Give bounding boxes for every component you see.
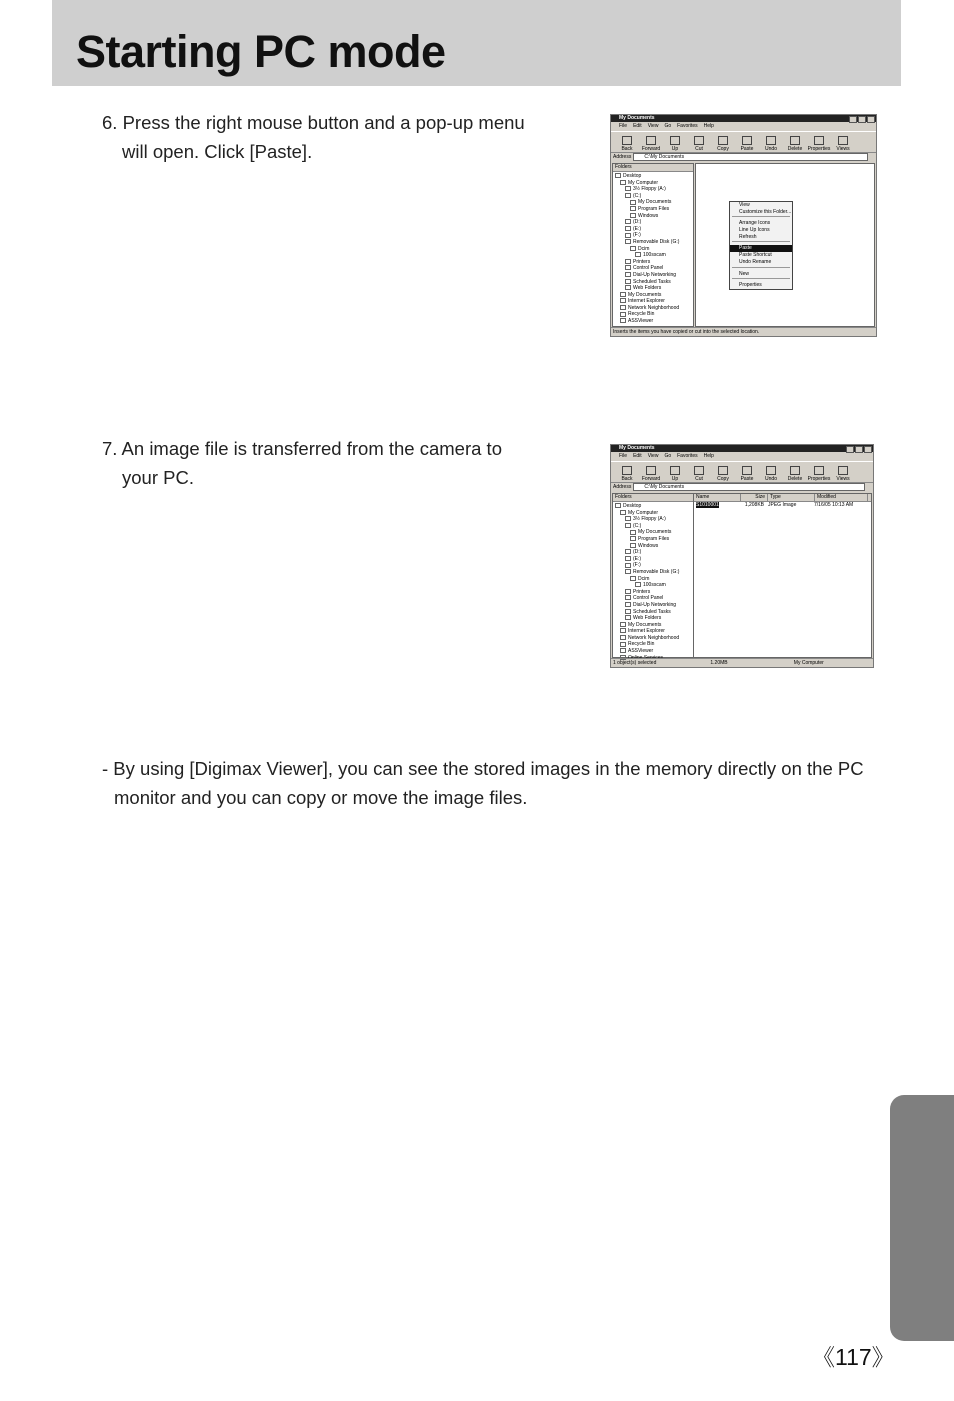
chapter-tab [890,1095,954,1341]
tree-item[interactable]: My Documents [615,199,693,206]
menu-separator [732,241,790,244]
window-titlebar [611,445,873,452]
tree-item[interactable]: Control Panel [615,595,693,602]
context-menu-item[interactable]: View [739,202,750,208]
menu-favorites[interactable]: Favorites [677,453,698,459]
up-label: Up [671,146,679,152]
context-menu-item[interactable]: Arrange Icons [739,220,771,227]
window-controls [849,116,875,123]
viewer-note [102,754,892,812]
tree-item[interactable]: Web Folders [615,615,693,622]
copy-icon [718,466,728,475]
screenshot-file-transferred [610,444,874,668]
menu-favorites[interactable]: Favorites [677,123,698,129]
context-menu-item[interactable]: Paste Shortcut [739,252,772,259]
tree-item[interactable]: Program Files [615,206,693,213]
tree-item[interactable]: Network Neighborhood [615,635,693,642]
folders-header: Folders [613,164,693,172]
views-button[interactable] [835,466,851,482]
column-size[interactable]: Size [741,494,768,501]
status-bar [611,658,873,667]
address-bar [611,153,876,161]
status-bar: Inserts the items you have copied or cut into the selected location. [611,327,876,336]
undo-icon [766,136,776,145]
file-name[interactable]: S1010001 [696,502,719,508]
context-menu-item[interactable]: Customize this Folder... [739,208,792,215]
tree-item[interactable]: Removable Disk (G:) [615,569,693,576]
copy-label: Copy [717,146,729,152]
column-modified[interactable]: Modified [815,494,868,501]
tree-item[interactable]: Program Files [615,536,693,543]
screenshot-paste-menu [610,114,877,337]
column-headers [694,494,871,502]
up-button[interactable] [667,136,683,152]
address-label: Address [613,154,632,160]
views-label: Views [836,146,850,152]
note-line2: monitor and you can copy or move the image files. [114,787,528,808]
tree-item[interactable]: (D:) [615,219,693,226]
tree-item[interactable]: Dcim [615,246,693,253]
back-label: Back [621,146,633,152]
tree-item[interactable]: Printers [615,589,693,596]
context-menu-item[interactable]: Paste [730,245,792,252]
tree-item[interactable]: (D:) [615,549,693,556]
tree-item[interactable]: Windows [615,543,693,550]
maximize-icon[interactable] [855,446,863,453]
copy-button[interactable] [715,466,731,482]
tree-item[interactable]: 3½ Floppy (A:) [615,516,693,523]
copy-icon [718,136,728,145]
file-pane[interactable] [695,163,875,327]
step-7 [102,434,502,492]
address-bar [611,483,873,491]
menu-go[interactable]: Go [664,123,672,129]
file-pane[interactable] [693,493,872,658]
tree-item[interactable]: My Computer [615,180,693,187]
properties-button[interactable] [807,466,831,482]
folder-tree-items [613,502,693,661]
tree-item[interactable]: Network Neighborhood [615,305,693,312]
tree-item[interactable]: Dial-Up Networking [615,602,693,609]
close-icon[interactable] [867,116,875,123]
tree-item[interactable]: 3½ Floppy (A:) [615,186,693,193]
folder-tree-items [613,172,693,325]
tree-item[interactable]: ASSViewer [615,648,693,655]
paste-button[interactable] [739,136,755,152]
copy-button[interactable] [715,136,731,152]
folder-tree [612,493,694,661]
tree-item[interactable]: Internet Explorer [615,628,693,635]
properties-label: Properties [807,146,831,152]
copy-label: Copy [717,476,729,482]
folders-header: Folders [613,494,693,502]
address-input[interactable]: C:\My Documents [633,153,868,161]
window-titlebar [611,115,876,122]
context-menu-item[interactable]: Undo Rename [739,258,772,265]
up-button[interactable] [667,466,683,482]
cut-button[interactable] [691,136,707,152]
tree-item[interactable]: Removable Disk (G:) [615,239,693,246]
toolbar [611,131,876,153]
forward-icon [646,136,656,145]
undo-label: Undo [765,476,777,482]
tree-item[interactable]: ASSViewer [615,318,693,325]
paste-button[interactable] [739,466,755,482]
undo-button[interactable] [763,466,779,482]
undo-button[interactable] [763,136,779,152]
properties-button[interactable] [807,136,831,152]
window-controls [846,446,872,453]
menu-edit[interactable]: Edit [633,123,642,129]
step-7-line1: 7. An image file is transferred from the camera to [102,438,502,459]
tree-item[interactable]: (C:) [615,523,693,530]
address-label: Address [613,484,632,490]
tree-item[interactable]: (F:) [615,232,693,239]
window-title: My Documents [619,445,655,451]
column-name[interactable]: Name [694,494,741,501]
delete-button[interactable] [787,136,803,152]
delete-icon [790,136,800,145]
menu-file[interactable]: File [619,123,628,129]
step-6-line1: 6. Press the right mouse button and a pop-up menu [102,112,525,133]
up-icon [670,136,680,145]
cut-icon [694,466,704,475]
file-type: JPEG Image [768,502,797,508]
menu-separator [732,267,790,270]
cut-button[interactable] [691,466,707,482]
forward-button[interactable] [643,136,659,152]
back-button[interactable] [619,136,635,152]
tree-item[interactable]: Windows [615,213,693,220]
context-menu [729,201,793,290]
properties-label: Properties [807,476,831,482]
delete-label: Delete [787,476,803,482]
minimize-icon[interactable] [846,446,854,453]
page-title: Starting PC mode [76,26,446,77]
close-icon[interactable] [864,446,872,453]
tree-item[interactable]: Web Folders [615,285,693,292]
file-modified: 7/16/05 10:13 AM [814,502,854,508]
menu-view[interactable]: View [647,453,659,459]
menu-view[interactable]: View [647,123,659,129]
properties-icon [814,466,824,475]
context-menu-item[interactable]: Line Up Icons [739,227,770,234]
toolbar [611,461,873,483]
views-icon [838,466,848,475]
properties-icon [814,136,824,145]
tree-item[interactable]: Control Panel [615,265,693,272]
step-6 [102,108,525,166]
step-6-line2: will open. Click [Paste]. [122,141,313,162]
tree-item[interactable]: My Documents [615,292,693,299]
menu-help[interactable]: Help [703,453,714,459]
views-label: Views [836,476,850,482]
forward-label: Forward [641,146,661,152]
menu-go[interactable]: Go [664,453,672,459]
tree-item[interactable]: My Documents [615,529,693,536]
tree-item[interactable]: Desktop [615,173,693,180]
tree-item[interactable]: Printers [615,259,693,266]
status-location: My Computer [793,660,824,666]
forward-icon [646,466,656,475]
menu-separator [732,216,790,219]
page-number: 《117》 [812,1344,895,1370]
tree-item[interactable]: Online Services [615,655,693,662]
minimize-icon[interactable] [849,116,857,123]
paste-icon [742,466,752,475]
delete-label: Delete [787,146,803,152]
tree-item[interactable]: My Documents [615,622,693,629]
tree-item[interactable]: Recycle Bin [615,311,693,318]
forward-label: Forward [641,476,661,482]
menu-edit[interactable]: Edit [633,453,642,459]
menu-separator [732,278,790,281]
tree-item[interactable]: (E:) [615,556,693,563]
undo-label: Undo [765,146,777,152]
delete-button[interactable] [787,466,803,482]
context-menu-item[interactable]: Properties [739,282,762,289]
tree-item[interactable]: My Computer [615,510,693,517]
note-line1: - By using [Digimax Viewer], you can see the stored images in the memory directly on the PC [102,758,864,779]
tree-item[interactable]: Desktop [615,503,693,510]
menu-file[interactable]: File [619,453,628,459]
tree-item[interactable]: Recycle Bin [615,641,693,648]
menu-bar [611,453,873,460]
up-label: Up [671,476,679,482]
status-size: 1.20MB [710,660,728,666]
file-size: 1,208KB [744,502,764,508]
maximize-icon[interactable] [858,116,866,123]
delete-icon [790,466,800,475]
menu-bar [611,123,876,130]
tree-item[interactable]: Internet Explorer [615,298,693,305]
views-icon [838,136,848,145]
column-type[interactable]: Type [768,494,815,501]
back-icon [622,136,632,145]
tree-item[interactable]: Scheduled Tasks [615,609,693,616]
back-button[interactable] [619,466,635,482]
step-7-line2: your PC. [122,467,194,488]
address-input[interactable]: C:\My Documents [633,483,865,491]
context-menu-item[interactable]: Refresh [739,233,757,240]
paste-label: Paste [740,146,754,152]
context-menu-item[interactable]: New [739,270,750,277]
tree-item[interactable]: (F:) [615,562,693,569]
undo-icon [766,466,776,475]
back-label: Back [621,476,633,482]
up-icon [670,466,680,475]
folder-tree [612,163,694,327]
window-title: My Documents [619,115,655,121]
cut-label: Cut [695,146,703,152]
status-selection: 1 object(s) selected [613,660,657,666]
file-row[interactable] [694,502,871,509]
menu-help[interactable]: Help [703,123,714,129]
tree-item[interactable]: (E:) [615,226,693,233]
views-button[interactable] [835,136,851,152]
cut-label: Cut [695,476,703,482]
tree-item[interactable]: Dial-Up Networking [615,272,693,279]
forward-button[interactable] [643,466,659,482]
tree-item[interactable]: Dcim [615,576,693,583]
tree-item[interactable]: Scheduled Tasks [615,279,693,286]
back-icon [622,466,632,475]
paste-label: Paste [740,476,754,482]
paste-icon [742,136,752,145]
tree-item[interactable]: 100sscam [615,582,693,589]
cut-icon [694,136,704,145]
tree-item[interactable]: (C:) [615,193,693,200]
tree-item[interactable]: 100sscam [615,252,693,259]
